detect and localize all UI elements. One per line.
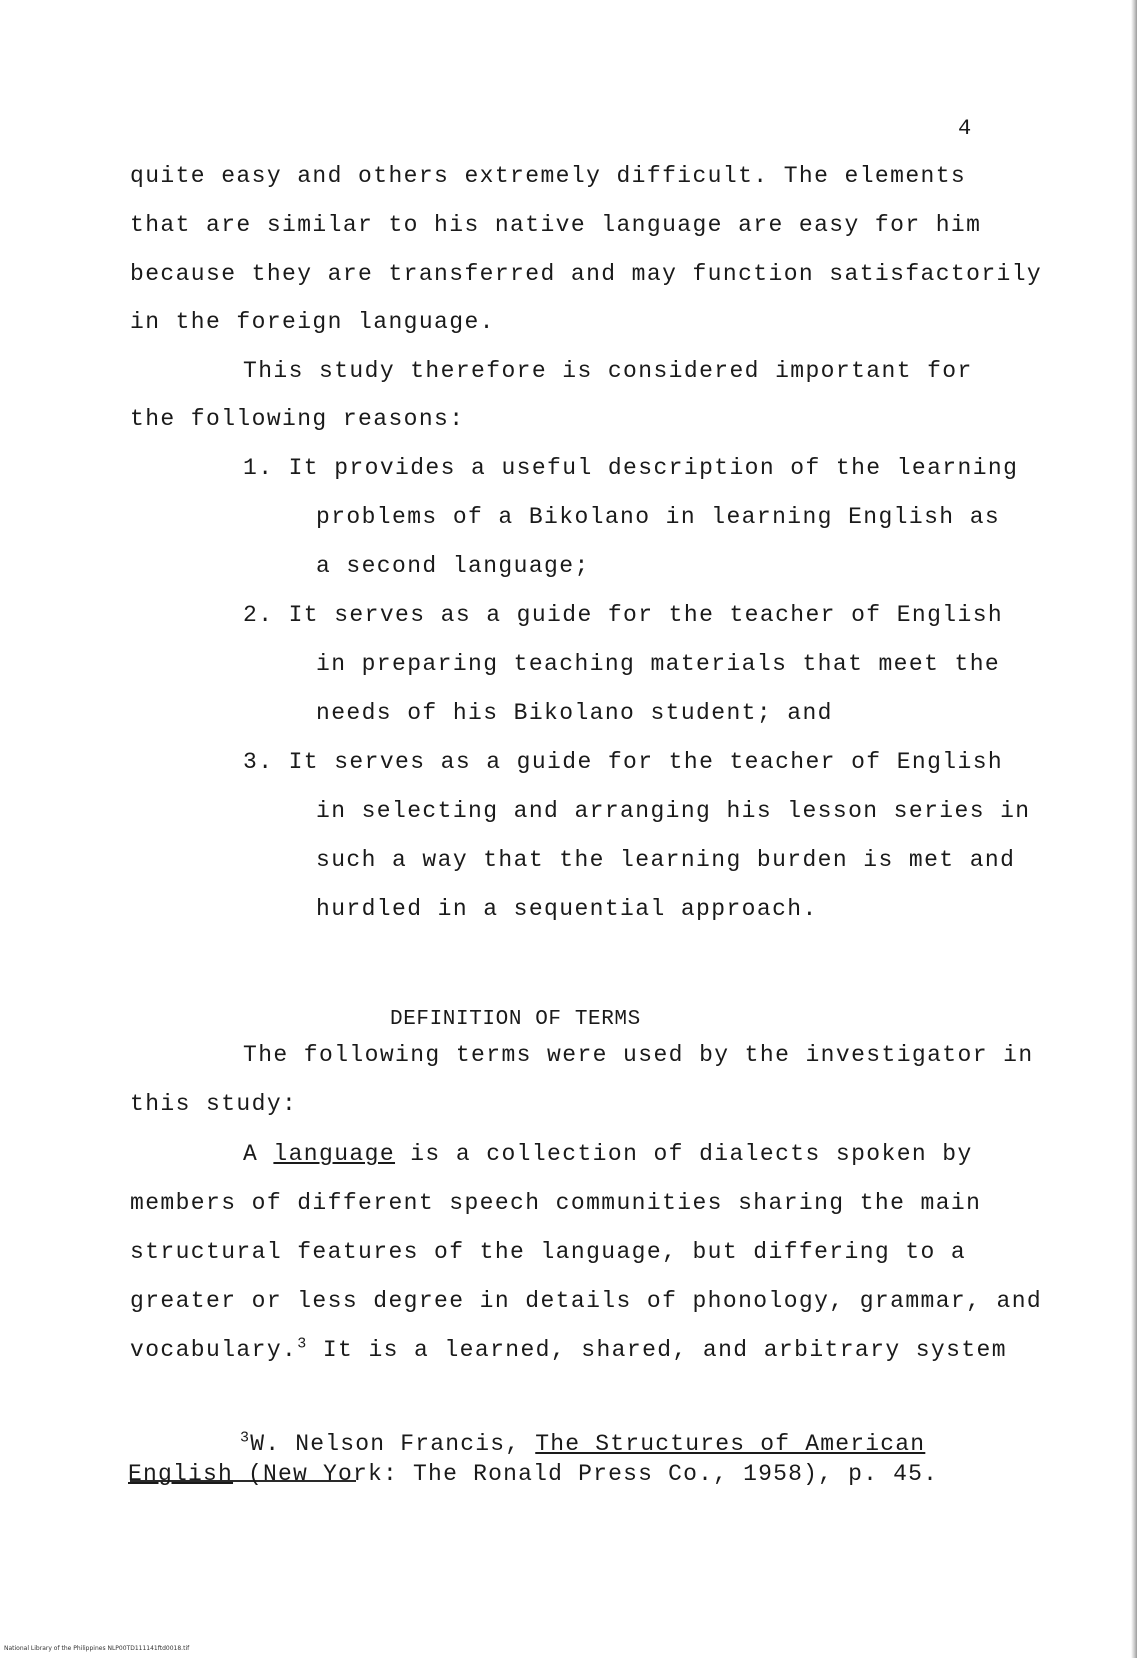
list-item-continuation: hurdled in a sequential approach. [316,896,818,922]
page-number: 4 [958,116,972,141]
footnote-reference: 3 [297,1335,308,1353]
definition-line: structural features of the language, but differing to a [130,1239,967,1265]
list-item-continuation: in preparing teaching materials that meet the [316,651,1001,677]
definition-lead: A [243,1141,274,1167]
list-item-continuation: needs of his Bikolano student; and [316,700,833,726]
definition-intro: this study: [130,1091,298,1117]
defined-term: language [273,1141,396,1167]
archive-label: National Library of the Philippines NLP00TD111141ftd0018.tif [4,1645,190,1652]
definition-text: is a collection of dialects spoken by [395,1141,973,1167]
list-item-continuation: problems of a Bikolano in learning English as [316,504,1001,530]
list-item-continuation: in selecting and arranging his lesson series in [316,798,1031,824]
body-line: quite easy and others extremely difficult. The elements [130,163,967,189]
footnote-author: W. Nelson Francis, [250,1431,536,1457]
definition-text: vocabulary. [130,1337,298,1363]
list-item-continuation: a second language; [316,553,590,579]
definition-text: It is a learned, shared, and arbitrary system [307,1337,1007,1363]
footnote-line [128,1460,938,1488]
list-item: 1. It provides a useful description of the learning [243,455,1019,481]
body-line: This study therefore is considered important for [243,358,973,384]
list-item: 3. It serves as a guide for the teacher of English [243,749,1004,775]
definition-intro: The following terms were used by the investigator in [243,1042,1034,1068]
definition-line [243,1140,973,1168]
body-line: that are similar to his native language are easy for him [130,212,982,238]
body-line: the following reasons: [130,406,465,432]
definition-line [130,1336,1007,1364]
footnote-mark: 3 [240,1429,251,1447]
body-line: in the foreign language. [130,309,495,335]
footnote-publication: (New York: The Ronald Press Co., 1958), p. 45. [233,1461,939,1487]
definition-line: members of different speech communities sharing the main [130,1190,982,1216]
definition-line: greater or less degree in details of phonology, grammar, and [130,1288,1043,1314]
page-edge [1131,0,1137,1658]
list-item: 2. It serves as a guide for the teacher of English [243,602,1004,628]
footnote-line [240,1430,925,1458]
footnote-title: The Structures of American [535,1431,926,1457]
section-heading: DEFINITION OF TERMS [390,1008,641,1031]
body-line: because they are transferred and may function satisfactorily [130,261,1043,287]
list-item-continuation: such a way that the learning burden is met and [316,847,1016,873]
footnote-title: English [128,1461,234,1487]
